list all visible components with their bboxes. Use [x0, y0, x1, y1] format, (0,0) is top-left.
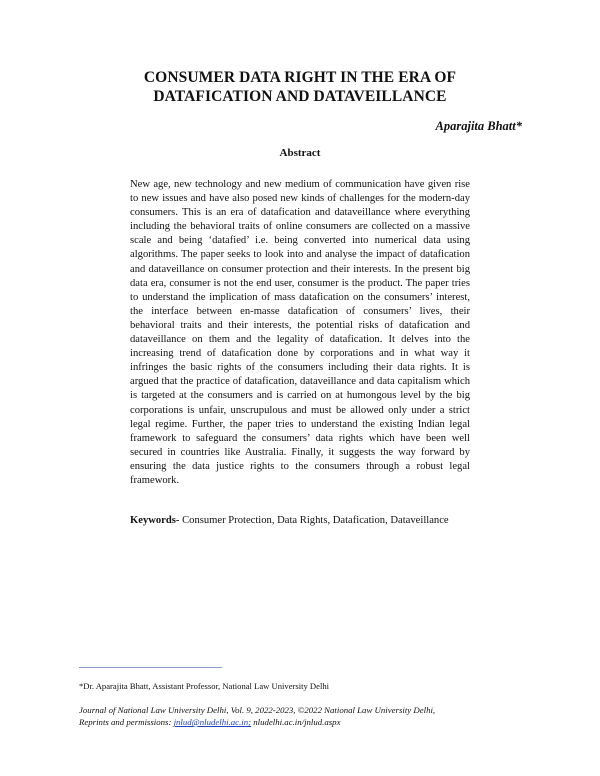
author-name: Aparajita Bhatt* — [435, 119, 522, 133]
journal-citation: Journal of National Law University Delhi, Vol. 9, 2022-2023, ©2022 National Law University Delhi, — [79, 705, 436, 715]
abstract-body: New age, new technology and new medium of communication have given rise to new issues and have also posed new kinds of challenges for the modern-day consumers. This is an era of datafication and dataveillance where everything including the behavioral traits of online consumers are collected on a massive scale and being ‘datafied’ i.e. being converted into numerical data using algorithms. The paper seeks to look into and analyse the impact of datafication and dataveillance on consumer protection and their interests. In the present big data era, consumer is not the end user, consumer is the product. The paper tries to understand the implication of mass datafication on the consumers’ interest, the interface between en-masse datafication of consumers’ lives, their behavioral traits and their interests, the potential risks of datafication and dataveillance on them and the legality of datafication. It delves into the increasing trend of datafication done by corporations and in what way it infringes the basic rights of the consumers including their data rights. It is argued that the practice of datafication, dataveillance and data capitalism which is targeted at the consumers and is carried on at humongous level by the big corporations is unfair, unscrupulous and must be allowed only under a strict legal regime. Further, the paper tries to understand the existing Indian legal framework to safeguard the consumers’ data rights which have been well secured in countries like Australia. Finally, it suggests the way forward by ensuring the data justice rights to the consumers through a robust legal framework. — [130, 179, 470, 486]
author-footnote: *Dr. Aparajita Bhatt, Assistant Professor, National Law University Delhi — [79, 681, 330, 691]
permissions-prefix: Reprints and permissions: — [79, 717, 174, 727]
paper-title-line-2: DATAFICATION AND DATAVEILLANCE — [153, 88, 447, 105]
keywords — [130, 514, 490, 528]
paper-title — [60, 68, 540, 106]
journal-permissions — [79, 716, 519, 728]
journal-info — [79, 704, 519, 728]
keywords-text: Consumer Protection, Data Rights, Datafication, Dataveillance — [179, 515, 449, 526]
journal-email-link[interactable]: jnlud@nludelhi.ac.in; — [173, 717, 252, 727]
paper-title-line-1: CONSUMER DATA RIGHT IN THE ERA OF — [143, 69, 457, 86]
keywords-label: Keywords- — [130, 515, 180, 526]
journal-website: nludelhi.ac.in/jnlud.aspx — [251, 717, 341, 727]
abstract-heading: Abstract — [279, 147, 321, 159]
footnote-separator — [79, 667, 222, 668]
